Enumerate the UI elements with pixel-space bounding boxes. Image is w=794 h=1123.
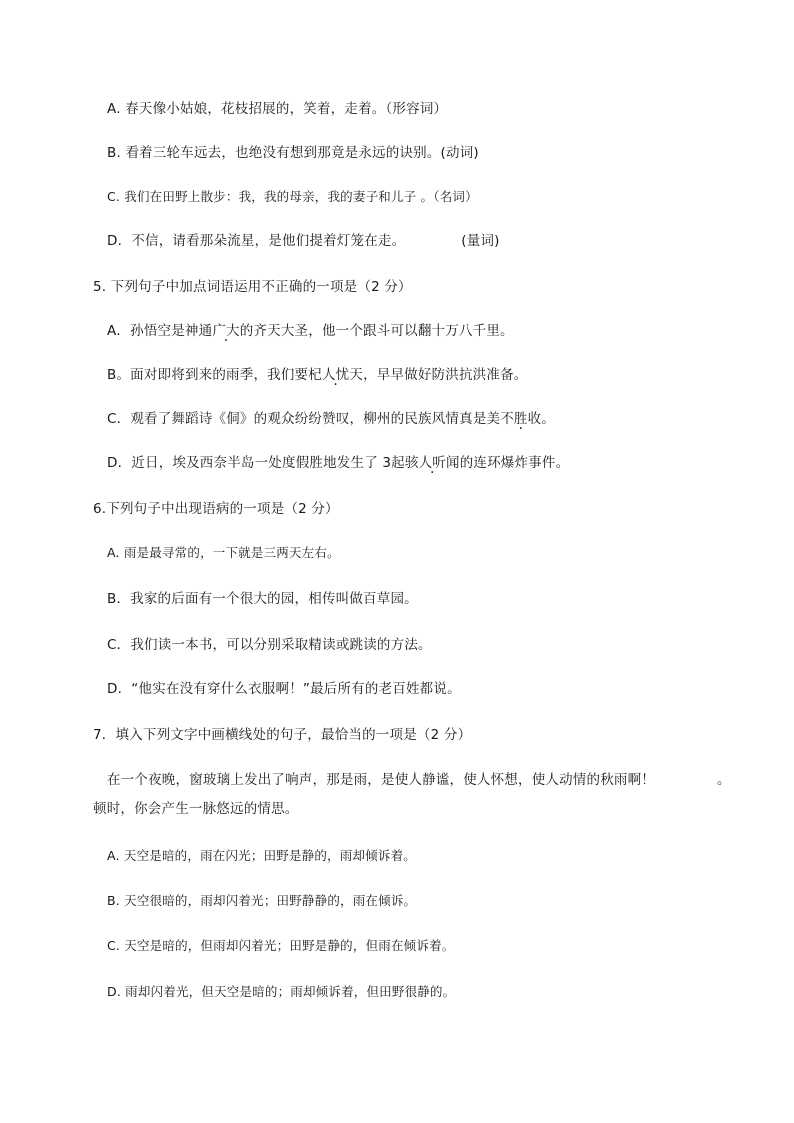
option-text: B. 看着三轮车远去，也绝没有想到那竟是永远的诀别。(动词) <box>107 145 479 161</box>
option-d-q7 <box>107 982 455 1002</box>
question-5-title <box>93 277 412 297</box>
dotted-term: 杞人忧天 <box>308 367 364 383</box>
dotted-term: 广大 <box>212 323 240 339</box>
option-text: C．我们读一本书，可以分别采取精读或跳读的方法。 <box>107 637 432 653</box>
option-a-q7 <box>107 846 416 866</box>
option-a-q5 <box>107 321 514 341</box>
option-text: A. 天空是暗的，雨在闪光；田野是静的，雨却倾诉着。 <box>107 848 416 863</box>
option-text: D．不信，请看那朵流星，是他们提着灯笼在走。 <box>107 233 406 249</box>
option-text: C．观看了舞蹈诗《侗》的观众纷纷赞叹，柳州的民族风情真是美 <box>107 411 501 427</box>
question-6-title <box>93 499 339 519</box>
option-text: C. 我们在田野上散步：我，我的母亲，我的妻子和儿子 。（名词） <box>107 189 478 204</box>
option-c-q7 <box>107 936 454 956</box>
option-b-q6 <box>107 589 418 609</box>
option-text: ，早早做好防洪抗洪准备。 <box>363 367 528 383</box>
question-text: 7．填入下列文字中画横线处的句子，最恰当的一项是（2 分） <box>93 727 472 743</box>
option-text: B。面对即将到来的雨季，我们要 <box>107 367 309 383</box>
option-text: A. 雨是最寻常的，一下就是三两天左右。 <box>107 545 340 560</box>
option-d-q5 <box>107 453 569 473</box>
passage-end: 。 <box>717 772 731 788</box>
option-text: D. 雨却闪着光，但天空是暗的；雨却倾诉着，但田野很静的。 <box>107 984 456 999</box>
passage-line-1 <box>107 770 731 790</box>
option-text: C. 天空是暗的，但雨却闪着光；田野是静的，但雨在倾诉着。 <box>107 938 455 953</box>
option-tag: (量词) <box>461 233 500 249</box>
dotted-term: 骇人听闻 <box>404 455 460 471</box>
question-text: 5. 下列句子中加点词语运用不正确的一项是（2 分） <box>93 279 412 295</box>
option-d-q4 <box>107 231 500 251</box>
option-b-q5 <box>107 365 527 385</box>
option-text: D．“他实在没有穿什么衣服啊！”最后所有的老百姓都说。 <box>107 681 461 697</box>
option-c-q6 <box>107 635 432 655</box>
passage-text: 顿时，你会产生一脉悠远的情思。 <box>93 801 299 817</box>
question-text: 6.下列句子中出现语病的一项是（2 分） <box>93 501 339 517</box>
option-text: B．我家的后面有一个很大的园，相传叫做百草园。 <box>107 591 418 607</box>
question-7-title <box>93 725 471 745</box>
option-b-q4 <box>107 143 479 163</box>
option-text: A. 春天像小姑娘，花枝招展的，笑着，走着。（形容词） <box>107 101 448 117</box>
option-a-q4 <box>107 99 447 119</box>
option-b-q7 <box>107 891 416 911</box>
option-text: A．孙悟空是神通 <box>107 323 213 339</box>
option-a-q6 <box>107 543 340 563</box>
passage-line-2 <box>93 799 299 819</box>
option-c-q4 <box>107 187 478 207</box>
dotted-term: 不胜收 <box>500 411 542 427</box>
option-text: D．近日，埃及西奈半岛一处度假胜地发生了 3起 <box>107 455 405 471</box>
option-d-q6 <box>107 679 461 699</box>
option-c-q5 <box>107 409 555 429</box>
option-text: 。 <box>541 411 556 427</box>
option-text: B. 天空很暗的，雨却闪着光；田野静静的，雨在倾诉。 <box>107 893 417 908</box>
option-text: 的齐天大圣，他一个跟斗可以翻十万八千里。 <box>239 323 514 339</box>
passage-text: 在一个夜晚，窗玻璃上发出了响声，那是雨，是使人静谧，使人怀想，使人动情的秋雨啊！ <box>107 772 655 788</box>
option-text: 的连环爆炸事件。 <box>459 455 570 471</box>
